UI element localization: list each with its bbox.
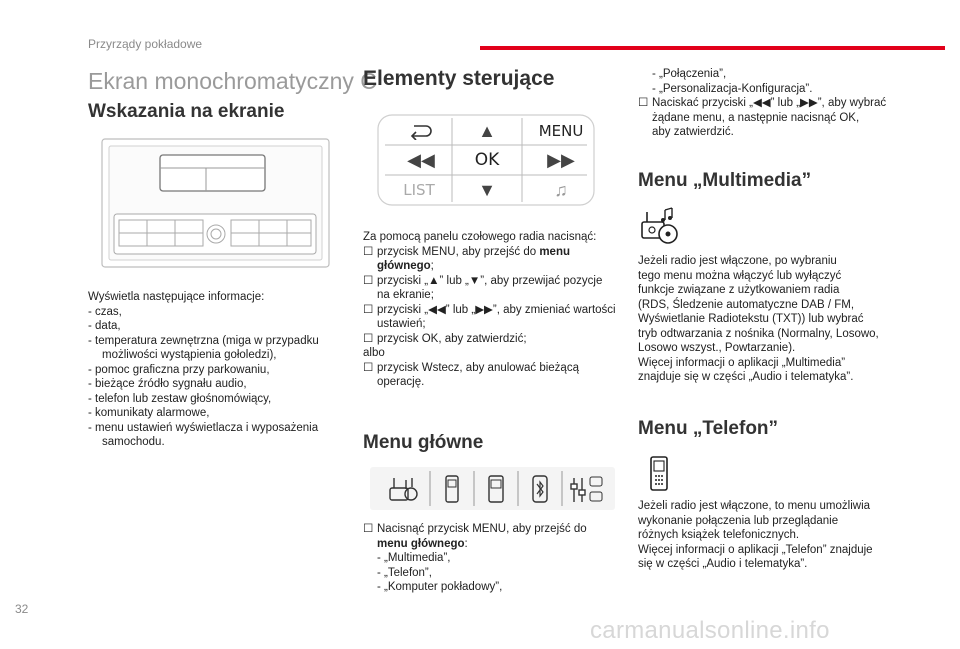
ok-button[interactable]: OK <box>474 150 500 170</box>
multimedia-radio-music-icon <box>640 206 680 246</box>
bullet-navigate <box>638 96 938 111</box>
bullet-values-cont: ustawień; <box>377 318 426 330</box>
radio-control-panel <box>377 114 595 206</box>
albo-text: albo <box>363 347 385 359</box>
heading-menu-glowne: Menu główne <box>363 432 484 453</box>
checkbox-bullet-icon: ☐ <box>363 245 374 258</box>
text-span: przycisk Wstecz, aby anulować bieżącą <box>377 361 579 374</box>
col3-multimedia-text <box>638 254 938 385</box>
phone-icon <box>432 472 472 506</box>
col2-intro: Za pomocą panelu czołowego radia nacisnąć: <box>363 231 597 243</box>
paragraph-line: Losowo wszyst., Powtarzanie). <box>638 342 796 354</box>
bullet-menu-cont <box>363 259 623 274</box>
col1-intro: Wyświetla następujące informacje: <box>88 291 265 303</box>
bullet-menu <box>363 245 623 260</box>
bullet-scroll <box>363 274 623 289</box>
text-span: ; <box>430 260 434 272</box>
text-span: : <box>464 537 468 550</box>
text-span: głównego <box>377 260 431 272</box>
back-arrow-icon <box>408 122 434 140</box>
watermark: carmanualsonline.info <box>590 617 830 644</box>
col3-top-text <box>638 67 938 140</box>
running-head: Przyrządy pokładowe <box>88 37 203 51</box>
arrow-up-icon: ▲ <box>478 120 496 141</box>
list-item: - data, <box>88 320 121 332</box>
list-item: - „Personalizacja-Konfiguracja”. <box>652 82 813 95</box>
bullet-main-menu <box>363 522 623 537</box>
list-item-cont: samochodu. <box>102 436 165 448</box>
list-item-cont: możliwości wystąpienia gołoledzi), <box>102 349 277 361</box>
text-span: przyciski „◀◀” lub „▶▶”, aby zmieniać wartości <box>377 303 616 316</box>
paragraph-line: (RDS, Śledzenie automatyczne DAB / FM, <box>638 298 855 311</box>
col3-telefon-text <box>638 499 938 572</box>
heading-menu-telefon: Menu „Telefon” <box>638 418 779 439</box>
text-span: menu głównego <box>377 537 465 550</box>
trip-computer-icon <box>476 472 516 506</box>
list-item: - komunikaty alarmowe, <box>88 407 210 419</box>
checkbox-bullet-icon: ☐ <box>363 274 374 287</box>
checkbox-bullet-icon: ☐ <box>363 332 374 345</box>
list-item: - czas, <box>88 305 122 318</box>
list-item: - menu ustawień wyświetlacza i wyposażenia <box>88 421 319 434</box>
bluetooth-icon <box>520 472 560 506</box>
bullet-values <box>363 303 623 318</box>
list-item: - „Multimedia”, <box>377 552 451 564</box>
heading-menu-multimedia: Menu „Multimedia” <box>638 170 812 191</box>
forward-button[interactable] <box>535 146 587 174</box>
checkbox-bullet-icon: ☐ <box>638 97 649 109</box>
heading-wskazania: Wskazania na ekranie <box>88 101 285 122</box>
section-title: Ekran monochromatyczny C <box>88 68 377 94</box>
text-span: menu <box>539 245 570 258</box>
up-button[interactable] <box>461 117 513 145</box>
monochrome-display-illustration <box>101 138 330 268</box>
paragraph-line: Więcej informacji o aplikacji „Multimedia” <box>638 356 846 369</box>
settings-sliders-icon <box>566 472 606 506</box>
bullet-navigate-cont: aby zatwierdzić. <box>652 126 734 138</box>
rewind-button[interactable] <box>395 146 447 174</box>
fast-forward-icon: ▶▶ <box>547 149 575 170</box>
rewind-icon: ◀◀ <box>407 149 435 170</box>
paragraph-line: tryb odtwarzania z nośnika (Normalny, Losowo, <box>638 327 879 340</box>
list-item: - bieżące źródło sygnału audio, <box>88 378 247 390</box>
paragraph-line: Jeżeli radio jest włączone, to menu umożliwia <box>638 500 871 512</box>
col1-text <box>88 290 319 450</box>
down-button[interactable] <box>461 176 513 204</box>
paragraph-line: się w części „Audio i telematyka”. <box>638 558 808 570</box>
paragraph-line: wykonanie połączenia lub przeglądanie <box>638 514 839 527</box>
music-note-icon: ♫ <box>554 179 568 200</box>
main-menu-icons-strip <box>370 467 615 510</box>
checkbox-bullet-icon: ☐ <box>363 303 374 316</box>
text-span: przyciski „▲” lub „▼”, aby przewijać pozycje <box>377 274 603 287</box>
text-span: przycisk OK, aby zatwierdzić; <box>377 332 527 345</box>
page-number: 32 <box>15 602 29 616</box>
paragraph-line: znajduje się w części „Audio i telematyka”. <box>638 371 854 383</box>
heading-elementy: Elementy sterujące <box>363 67 555 90</box>
paragraph-line: różnych książek telefonicznych. <box>638 529 800 541</box>
bullet-navigate-cont: żądane menu, a następnie nacisnąć OK, <box>652 111 860 124</box>
checkbox-bullet-icon: ☐ <box>363 361 374 374</box>
bullet-scroll-cont: na ekranie; <box>377 289 434 301</box>
checkbox-bullet-icon: ☐ <box>363 523 374 535</box>
list-button[interactable]: LIST <box>403 181 435 199</box>
paragraph-line: Jeżeli radio jest włączone, po wybraniu <box>638 255 837 267</box>
col2-menu-text <box>363 522 623 595</box>
paragraph-line: funkcje związane z użytkowaniem radia <box>638 284 840 296</box>
col1-list <box>88 305 319 450</box>
list-item: - „Telefon”, <box>377 566 432 579</box>
bullet-main-menu-cont <box>363 537 623 552</box>
col2-text <box>363 230 623 390</box>
text-span: Nacisnąć przycisk MENU, aby przejść do <box>377 523 587 535</box>
header-accent-bar <box>480 46 945 50</box>
text-span: przycisk MENU, aby przejść do <box>377 245 540 258</box>
bullet-back <box>363 361 623 376</box>
back-button[interactable] <box>395 117 447 145</box>
paragraph-line: Więcej informacji o aplikacji „Telefon” znajduje <box>638 543 873 556</box>
paragraph-line: Wyświetlanie Radiotekstu (TXT)) lub wybrać <box>638 313 864 325</box>
multimedia-icon <box>382 472 422 506</box>
mobile-phone-icon <box>648 455 672 493</box>
music-button[interactable] <box>535 176 587 204</box>
list-item: - „Połączenia”, <box>652 68 727 80</box>
list-item: - temperatura zewnętrzna (miga w przypadku <box>88 334 319 347</box>
bullet-ok <box>363 332 623 347</box>
list-item: - telefon lub zestaw głośnomówiący, <box>88 392 272 405</box>
paragraph-line: tego menu można włączyć lub wyłączyć <box>638 269 842 282</box>
bullet-back-cont: operację. <box>377 376 425 388</box>
list-item: - „Komputer pokładowy”, <box>377 581 503 593</box>
arrow-down-icon: ▼ <box>478 179 496 200</box>
list-item: - pomoc graficzna przy parkowaniu, <box>88 363 270 376</box>
menu-button[interactable]: MENU <box>538 122 584 140</box>
text-span: Naciskać przyciski „◀◀” lub „▶▶”, aby wybrać <box>652 97 887 109</box>
